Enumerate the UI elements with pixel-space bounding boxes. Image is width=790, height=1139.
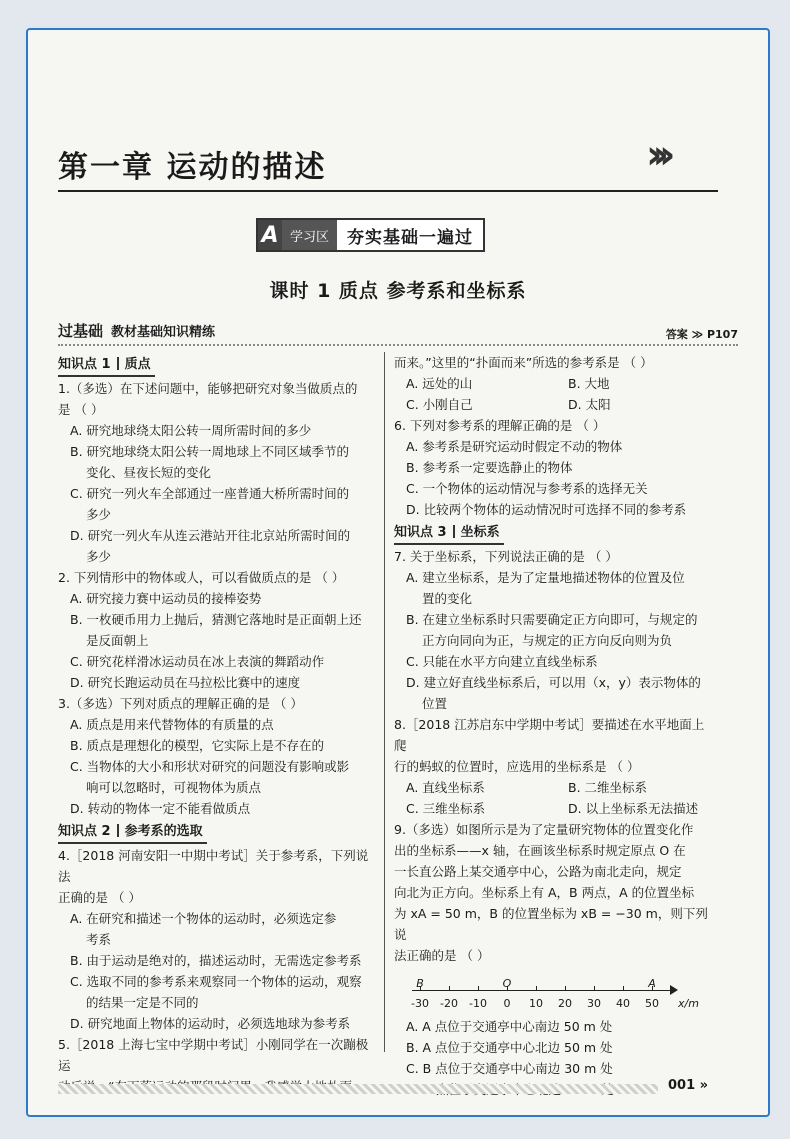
chapter-rule	[58, 190, 718, 192]
q2-option-b: B. 一枚硬币用力上抛后，猜测它落地时是正面朝上还	[70, 612, 362, 627]
chapter-title: 第一章 运动的描述	[58, 150, 327, 185]
left-column	[58, 352, 376, 1097]
section-header	[58, 320, 738, 346]
q1-option-d-cont: 多少	[86, 549, 112, 564]
axis-line	[412, 990, 674, 991]
q3-option-a: A. 质点是用来代替物体的有质量的点	[70, 717, 274, 732]
axis-tick-label: -30	[411, 997, 429, 1010]
axis-tick	[449, 986, 450, 991]
q8-options-row-2	[394, 798, 712, 819]
q9-option-c: C. B 点位于交通亭中心南边 30 m 处	[406, 1061, 613, 1076]
axis-tick	[623, 986, 624, 991]
q4-option-d: D. 研究地面上物体的运动时，必须选地球为参考系	[70, 1016, 351, 1031]
x-axis-figure	[394, 970, 712, 1014]
right-column	[394, 352, 712, 1100]
axis-label: x/m	[678, 997, 699, 1010]
axis-tick	[536, 986, 537, 991]
zone-label: 学习区	[282, 220, 337, 250]
question-9-line2: 出的坐标系——x 轴，在画该坐标系时规定原点 O 在	[394, 843, 686, 858]
kp-number: 知识点 1	[58, 357, 111, 372]
q5-option-b: B. 大地	[568, 376, 610, 391]
question-5-line3: 而来。”这里的“扑面而来”所选的参考系是 （ ）	[394, 355, 653, 370]
axis-tick-label: 40	[616, 997, 630, 1010]
q6-option-d: D. 比较两个物体的运动情况时可选择不同的参考系	[406, 502, 687, 517]
double-chevron-icon: ›››	[646, 132, 666, 178]
q8-option-a: A. 直线坐标系	[406, 780, 485, 795]
q7-option-d-cont: 位置	[422, 696, 448, 711]
question-9-line5: 为 xA = 50 m，B 的位置坐标为 xB = −30 m，则下列说	[394, 906, 708, 942]
question-7: 7. 关于坐标系，下列说法正确的是 （ ）	[394, 549, 618, 564]
q3-option-c-cont: 响可以忽略时，可视物体为质点	[86, 780, 262, 795]
axis-tick-label: -10	[469, 997, 487, 1010]
question-1-line2: 是 （ ）	[58, 402, 104, 417]
axis-tick-label: 30	[587, 997, 601, 1010]
q3-option-d: D. 转动的物体一定不能看做质点	[70, 801, 251, 816]
axis-tick	[478, 986, 479, 991]
q7-option-a-cont: 置的变化	[422, 591, 473, 606]
q8-option-b: B. 二维坐标系	[568, 780, 648, 795]
knowledge-point-1	[58, 354, 155, 377]
q7-option-a: A. 建立坐标系，是为了定量地描述物体的位置及位	[406, 570, 685, 585]
axis-point-o: O	[502, 977, 512, 990]
axis-arrow-icon	[670, 985, 678, 995]
q9-option-a: A. A 点位于交通亭中心南边 50 m 处	[406, 1019, 613, 1034]
question-8-line2: 行的蚂蚁的位置时，应选用的坐标系是 （ ）	[394, 759, 640, 774]
kp-name: 质点	[124, 357, 151, 372]
question-9-line3: 一长直公路上某交通亭中心，公路为南北走向，规定	[394, 864, 682, 879]
q7-option-b: B. 在建立坐标系时只需要确定正方向即可，与规定的	[406, 612, 698, 627]
q1-option-a: A. 研究地球绕太阳公转一周所需时间的多少	[70, 423, 312, 438]
q4-option-a: A. 在研究和描述一个物体的运动时，必须选定参	[70, 911, 337, 926]
q9-option-b: B. A 点位于交通亭中心北边 50 m 处	[406, 1040, 613, 1055]
q8-option-c: C. 三维坐标系	[406, 801, 486, 816]
lesson-title: 课时 1 质点 参考系和坐标系	[269, 280, 527, 302]
q5-option-d: D. 太阳	[568, 397, 611, 412]
axis-tick-label: 50	[645, 997, 659, 1010]
axis-tick	[565, 986, 566, 991]
question-5: 5.［2018 上海七宝中学期中考试］小刚同学在一次蹦极运	[58, 1037, 369, 1073]
q4-option-c-cont: 的结果一定是不同的	[86, 995, 199, 1010]
question-4-line2: 正确的是 （ ）	[58, 890, 141, 905]
column-divider	[384, 352, 385, 1052]
section-title	[58, 320, 215, 341]
axis-point-b: B	[416, 977, 424, 990]
q5-option-c: C. 小刚自己	[406, 397, 473, 412]
q5-options-row-2	[394, 394, 712, 415]
study-zone-banner	[256, 218, 485, 252]
axis-tick-label: 0	[503, 997, 511, 1010]
q3-option-c: C. 当物体的大小和形状对研究的问题没有影响或影	[70, 759, 350, 774]
q6-option-a: A. 参考系是研究运动时假定不动的物体	[406, 439, 623, 454]
zone-title: 夯实基础一遍过	[347, 227, 474, 248]
q1-option-b-cont: 变化、昼夜长短的变化	[86, 465, 212, 480]
q6-option-b: B. 参考系一定要选静止的物体	[406, 460, 573, 475]
question-3: 3.（多选）下列对质点的理解正确的是 （ ）	[58, 696, 303, 711]
kp-number: 知识点 3	[394, 525, 447, 540]
q1-option-b: B. 研究地球绕太阳公转一周地球上不同区域季节的	[70, 444, 350, 459]
q1-option-c-cont: 多少	[86, 507, 112, 522]
answer-ref: 答案 ≫ P107	[665, 328, 738, 341]
section-subtitle: 教材基础知识精练	[111, 325, 216, 340]
q2-option-d: D. 研究长跑运动员在马拉松比赛中的速度	[70, 675, 301, 690]
q1-option-c: C. 研究一列火车全部通过一座普通大桥所需时间的	[70, 486, 350, 501]
section-title-text: 过基础	[58, 322, 104, 340]
q2-option-b-cont: 是反面朝上	[86, 633, 149, 648]
axis-tick-label: 20	[558, 997, 572, 1010]
q7-option-c: C. 只能在水平方向建立直线坐标系	[406, 654, 598, 669]
q7-option-b-cont: 正方向同向为正，与规定的正方向反向则为负	[422, 633, 673, 648]
q4-option-c: C. 选取不同的参考系来观察同一个物体的运动，观察	[70, 974, 362, 989]
question-8: 8.［2018 江苏启东中学期中考试］要描述在水平地面上爬	[394, 717, 705, 753]
question-1: 1.（多选）在下述问题中，能够把研究对象当做质点的	[58, 381, 358, 396]
q6-option-c: C. 一个物体的运动情况与参考系的选择无关	[406, 481, 648, 496]
q1-option-d: D. 研究一列火车从连云港站开往北京站所需时间的	[70, 528, 351, 543]
axis-tick-label: 10	[529, 997, 543, 1010]
question-9-line6: 法正确的是 （ ）	[394, 948, 490, 963]
q8-option-d: D. 以上坐标系无法描述	[568, 801, 699, 816]
knowledge-point-3	[394, 522, 504, 545]
knowledge-point-2	[58, 821, 207, 844]
question-6: 6. 下列对参考系的理解正确的是 （ ）	[394, 418, 606, 433]
q3-option-b: B. 质点是理想化的模型，它实际上是不存在的	[70, 738, 325, 753]
question-4: 4.［2018 河南安阳一中期中考试］关于参考系，下列说法	[58, 848, 369, 884]
question-2: 2. 下列情形中的物体或人，可以看做质点的是 （ ）	[58, 570, 345, 585]
footer-band	[58, 1084, 658, 1094]
q4-option-b: B. 由于运动是绝对的，描述运动时，无需选定参考系	[70, 953, 362, 968]
axis-point-a: A	[648, 977, 656, 990]
q2-option-a: A. 研究接力赛中运动员的接棒姿势	[70, 591, 262, 606]
kp-name: 坐标系	[460, 525, 500, 540]
q5-option-a: A. 远处的山	[406, 376, 473, 391]
q8-options-row-1	[394, 777, 712, 798]
question-9: 9.（多选）如图所示是为了定量研究物体的位置变化作	[394, 822, 694, 837]
q5-options-row-1	[394, 373, 712, 394]
axis-tick-label: -20	[440, 997, 458, 1010]
question-9-line4: 向北为正方向。坐标系上有 A，B 两点，A 的位置坐标	[394, 885, 695, 900]
zone-letter: A	[258, 220, 282, 250]
q2-option-c: C. 研究花样滑冰运动员在冰上表演的舞蹈动作	[70, 654, 325, 669]
textbook-page	[28, 30, 768, 1115]
axis-tick	[594, 986, 595, 991]
kp-name: 参考系的选取	[124, 824, 203, 839]
kp-number: 知识点 2	[58, 824, 111, 839]
page-number: 001 »	[668, 1078, 709, 1093]
q7-option-d: D. 建立好直线坐标系后，可以用（x，y）表示物体的	[406, 675, 701, 690]
q4-option-a-cont: 考系	[86, 932, 112, 947]
